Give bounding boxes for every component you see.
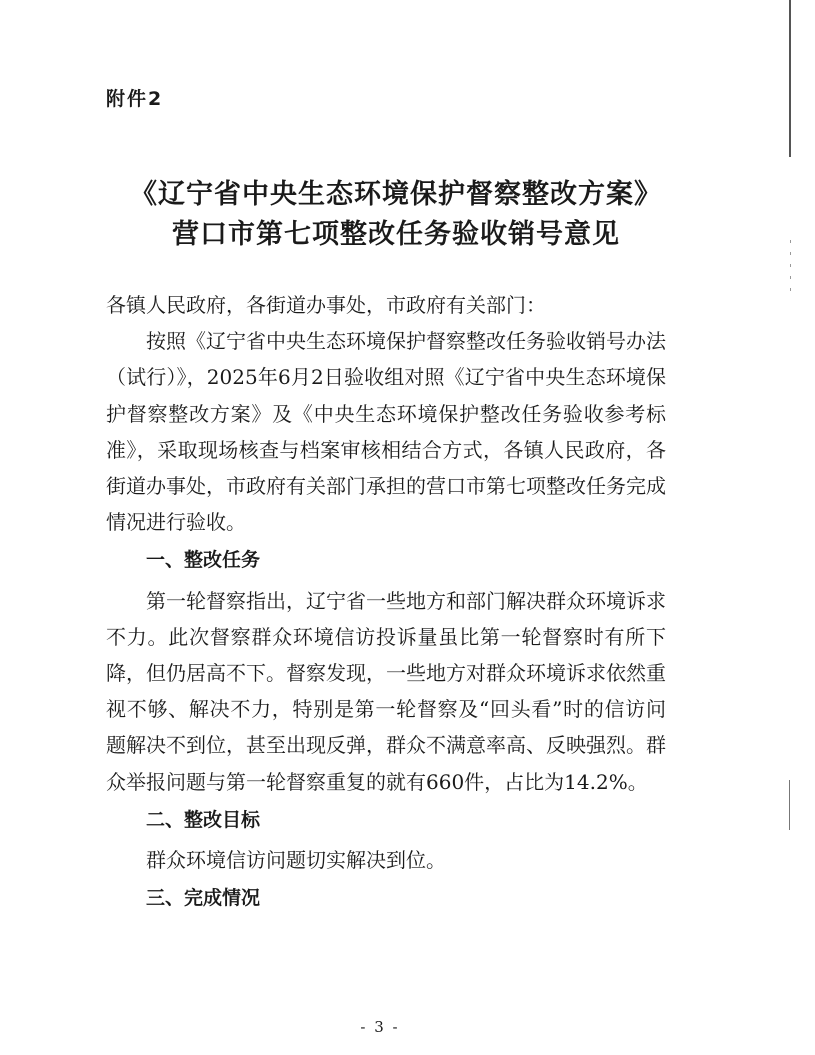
section-1-paragraph: 第一轮督察指出，辽宁省一些地方和部门解决群众环境诉求不力。此次督察群众环境信访投诉量虽比第一轮督察时有所下降，但仍居高不下。督察发现，一些地方对群众环境诉求依然重视不够、解决不力，特别是第一轮督察及“回头看”时的信访问题解决不到位，甚至出现反弹，群众不满意率高、反映强烈。群众举报问题与第一轮督察重复的就有660件，占比为14.2%。 [106,588,666,794]
section-heading-1: 一、整改任务 [146,549,261,572]
document-body [106,287,666,920]
section-heading-2: 二、整改目标 [146,808,261,831]
salutation: 各镇人民政府，各街道办事处，市政府有关部门： [106,293,546,317]
scan-edge-dots [790,240,791,300]
scan-edge-line-lower [789,780,790,830]
section-heading-3: 三、完成情况 [146,887,261,910]
attachment-label: 附件2 [106,88,164,110]
intro-paragraph: 按照《辽宁省中央生态环境保护督察整改任务验收销号办法 （试行）》，2025年6月2日验收组对照《辽宁省中央生态环境保护督察整改方案》及《中央生态环境保护整改任务验收参考标准》，采取现场核查与档案审核相结合方式，各镇人民政府，各街道办事处，市政府有关部门承担的营口市第七项整改任务完成情况进行验收。 [106,329,666,535]
document-title-line-2: 营口市第七项整改任务验收销号意见 [172,219,620,250]
scan-edge-line [789,0,791,157]
document-title-line-1: 《辽宁省中央生态环境保护督察整改方案》 [130,179,662,210]
section-2-paragraph: 群众环境信访问题切实解决到位。 [146,848,446,873]
page-number: - 3 - [360,1018,400,1036]
